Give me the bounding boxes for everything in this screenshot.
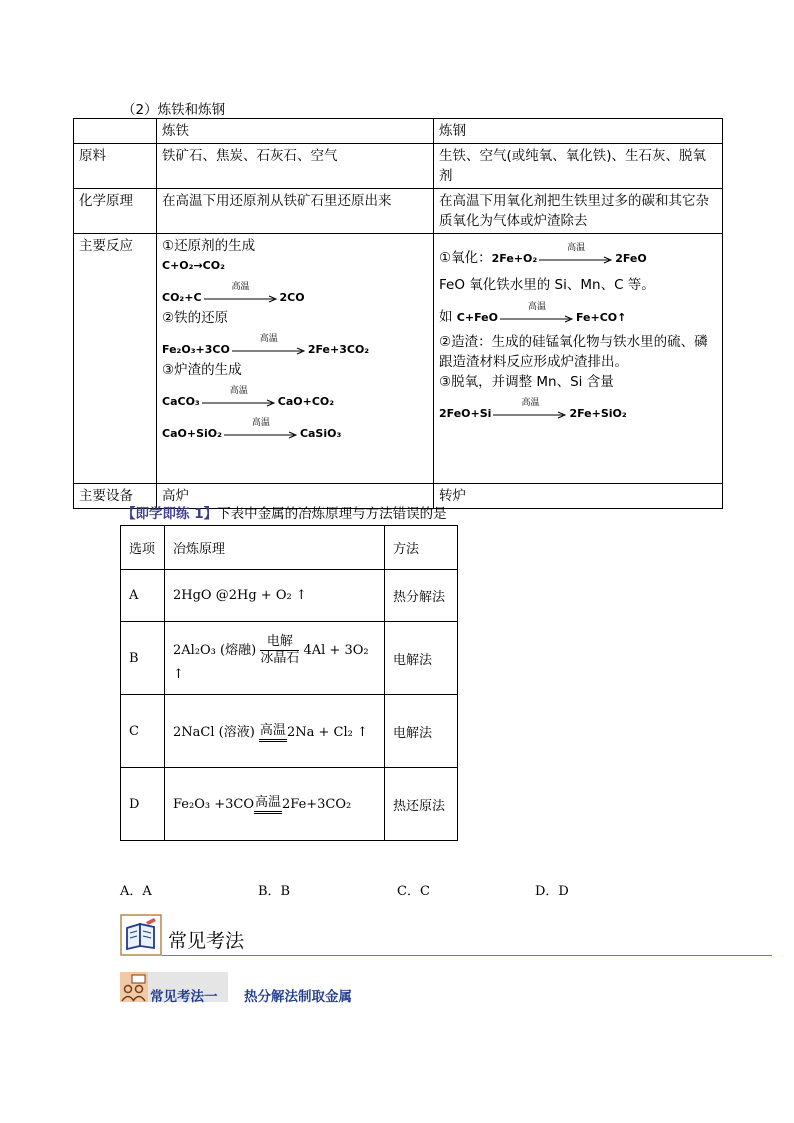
cell-steel: 转炉	[434, 484, 723, 509]
table-row	[121, 526, 458, 570]
equation	[439, 398, 717, 424]
method-cell: 电解法	[385, 622, 458, 695]
table-row	[121, 622, 458, 695]
choice-a[interactable]: A．A	[120, 884, 152, 899]
equation	[162, 418, 428, 444]
eq-condition: @	[215, 588, 229, 603]
question-table	[120, 525, 458, 841]
eq-condition: 高温	[259, 334, 278, 344]
principle-cell	[165, 695, 385, 768]
section-title-bar	[120, 914, 772, 958]
eq-left: 2HgO	[173, 588, 212, 603]
eq-condition: 高温	[521, 398, 540, 408]
cell-steel-reactions	[434, 234, 723, 484]
eq-left: 2Fe+O₂	[491, 252, 538, 265]
header-method: 方法	[385, 526, 458, 570]
eq-condition: 高温	[231, 282, 250, 292]
eq-condition: 高温	[251, 418, 270, 428]
eq-right: Fe+CO↑	[575, 311, 627, 324]
eq-left: CO₂+C	[162, 291, 202, 304]
eq-right: 2CO	[279, 291, 305, 304]
choice-c[interactable]: C．C	[397, 884, 430, 899]
equation	[439, 243, 717, 269]
row-label: 主要反应	[74, 234, 157, 484]
eq-right: 2Fe+SiO₂	[569, 407, 627, 420]
question-text: 下表中金属的冶炼原理与方法错误的是	[217, 506, 447, 522]
subsection-header	[120, 972, 420, 1004]
section-title: 常见考法	[168, 930, 245, 952]
principle-cell	[165, 570, 385, 622]
header-empty	[74, 119, 157, 144]
eq-right: 2Fe+3CO₂	[282, 796, 352, 812]
equation: C+O₂→CO₂	[162, 259, 225, 272]
table-row	[74, 119, 723, 144]
step-text: ②铁的还原	[162, 310, 229, 326]
reaction-condition	[259, 723, 287, 742]
table-row	[74, 144, 723, 189]
section-heading: （2）炼铁和炼钢	[122, 102, 226, 118]
header-option: 选项	[121, 526, 165, 570]
equation	[162, 282, 428, 308]
eq-right: 2Fe+3CO₂	[307, 343, 370, 356]
table-row	[121, 768, 458, 841]
eq-left: C+FeO	[456, 311, 498, 324]
note-text: FeO 氧化铁水里的 Si、Mn、C 等。	[439, 277, 655, 293]
condition-bottom: 冰晶石	[260, 651, 300, 666]
condition-top: 高温	[259, 723, 287, 742]
row-label: 主要设备	[74, 484, 157, 509]
eq-right: 2Na + Cl₂ ↑	[286, 724, 368, 740]
cell-iron: 铁矿石、焦炭、石灰石、空气	[157, 144, 434, 189]
table-row	[121, 695, 458, 768]
table-row	[74, 234, 723, 484]
option-letter: A	[121, 570, 165, 622]
arrow-icon	[204, 282, 278, 303]
reaction-condition	[260, 634, 299, 667]
subsection-title: 热分解法制取金属	[244, 989, 352, 1005]
eq-condition: 高温	[229, 386, 248, 396]
arrow-icon	[224, 418, 298, 439]
eq-left: Fe₂O₃ +3CO	[173, 796, 254, 812]
equation	[162, 334, 428, 360]
reaction-condition	[254, 795, 282, 814]
practice-tag: 【即学即练 1】	[122, 506, 218, 522]
cell-iron: 在高温下用还原剂从铁矿石里还原出来	[157, 189, 434, 234]
eq-condition: 高温	[527, 302, 546, 312]
arrow-icon	[202, 386, 276, 407]
row-label: 化学原理	[74, 189, 157, 234]
table-row	[74, 189, 723, 234]
equation	[162, 386, 428, 412]
cell-steel: 在高温下用氧化剂把生铁里过多的碳和其它杂质氧化为气体或炉渣除去	[434, 189, 723, 234]
arrow-icon	[539, 243, 613, 264]
notebook-icon	[120, 914, 162, 956]
people-icon	[120, 972, 148, 1002]
method-cell: 热分解法	[385, 570, 458, 622]
eq-right: CaSiO₃	[299, 427, 342, 440]
step-text: ①氧化：	[439, 250, 492, 266]
eq-left: Fe₂O₃+3CO	[162, 343, 230, 356]
method-cell: 电解法	[385, 695, 458, 768]
cell-iron-reactions	[157, 234, 434, 484]
practice-question	[122, 502, 447, 522]
eq-right: 4Al + 3O₂ ↑	[173, 643, 369, 682]
arrow-icon	[493, 398, 567, 419]
eq-right: 2FeO	[615, 252, 647, 265]
eq-left: 2FeO+Si	[439, 407, 492, 420]
equation	[439, 302, 717, 328]
option-letter: C	[121, 695, 165, 768]
eq-right: 2Hg + O₂ ↑	[228, 588, 307, 603]
arrow-icon	[232, 334, 306, 355]
eq-left: CaO+SiO₂	[162, 427, 222, 440]
subsection-label: 常见考法一	[150, 989, 218, 1005]
header-iron: 炼铁	[157, 119, 434, 144]
table-row	[121, 570, 458, 622]
divider	[162, 955, 772, 956]
step-text: ③脱氧，并调整 Mn、Si 含量	[439, 374, 614, 390]
cell-steel: 生铁、空气(或纯氧、氧化铁)、生石灰、脱氧剂	[434, 144, 723, 189]
arrow-icon	[500, 302, 574, 323]
eq-left: CaCO₃	[162, 395, 200, 408]
condition-top: 电解	[260, 634, 299, 651]
eq-left: 2NaCl (溶液)	[173, 724, 255, 740]
header-steel: 炼钢	[434, 119, 723, 144]
option-letter: B	[121, 622, 165, 695]
header-principle: 冶炼原理	[165, 526, 385, 570]
option-letter: D	[121, 768, 165, 841]
step-text: ③炉渣的生成	[162, 362, 242, 378]
cell-iron: 高炉	[157, 484, 434, 509]
smelting-table	[73, 118, 723, 509]
step-text: ①还原剂的生成	[162, 238, 256, 254]
choice-d[interactable]: D．D	[535, 884, 569, 899]
eq-right: CaO+CO₂	[277, 395, 335, 408]
step-text: 如	[439, 309, 457, 325]
method-cell: 热还原法	[385, 768, 458, 841]
condition-top: 高温	[254, 795, 282, 814]
principle-cell	[165, 622, 385, 695]
step-text: ②造渣：生成的硅锰氧化物与铁水里的硫、磷跟造渣材料反应形成炉渣排出。	[439, 334, 708, 370]
row-label: 原料	[74, 144, 157, 189]
eq-left: 2Al₂O₃ (熔融)	[173, 643, 257, 658]
choice-b[interactable]: B．B	[258, 884, 291, 899]
eq-condition: 高温	[567, 243, 586, 253]
principle-cell	[165, 768, 385, 841]
